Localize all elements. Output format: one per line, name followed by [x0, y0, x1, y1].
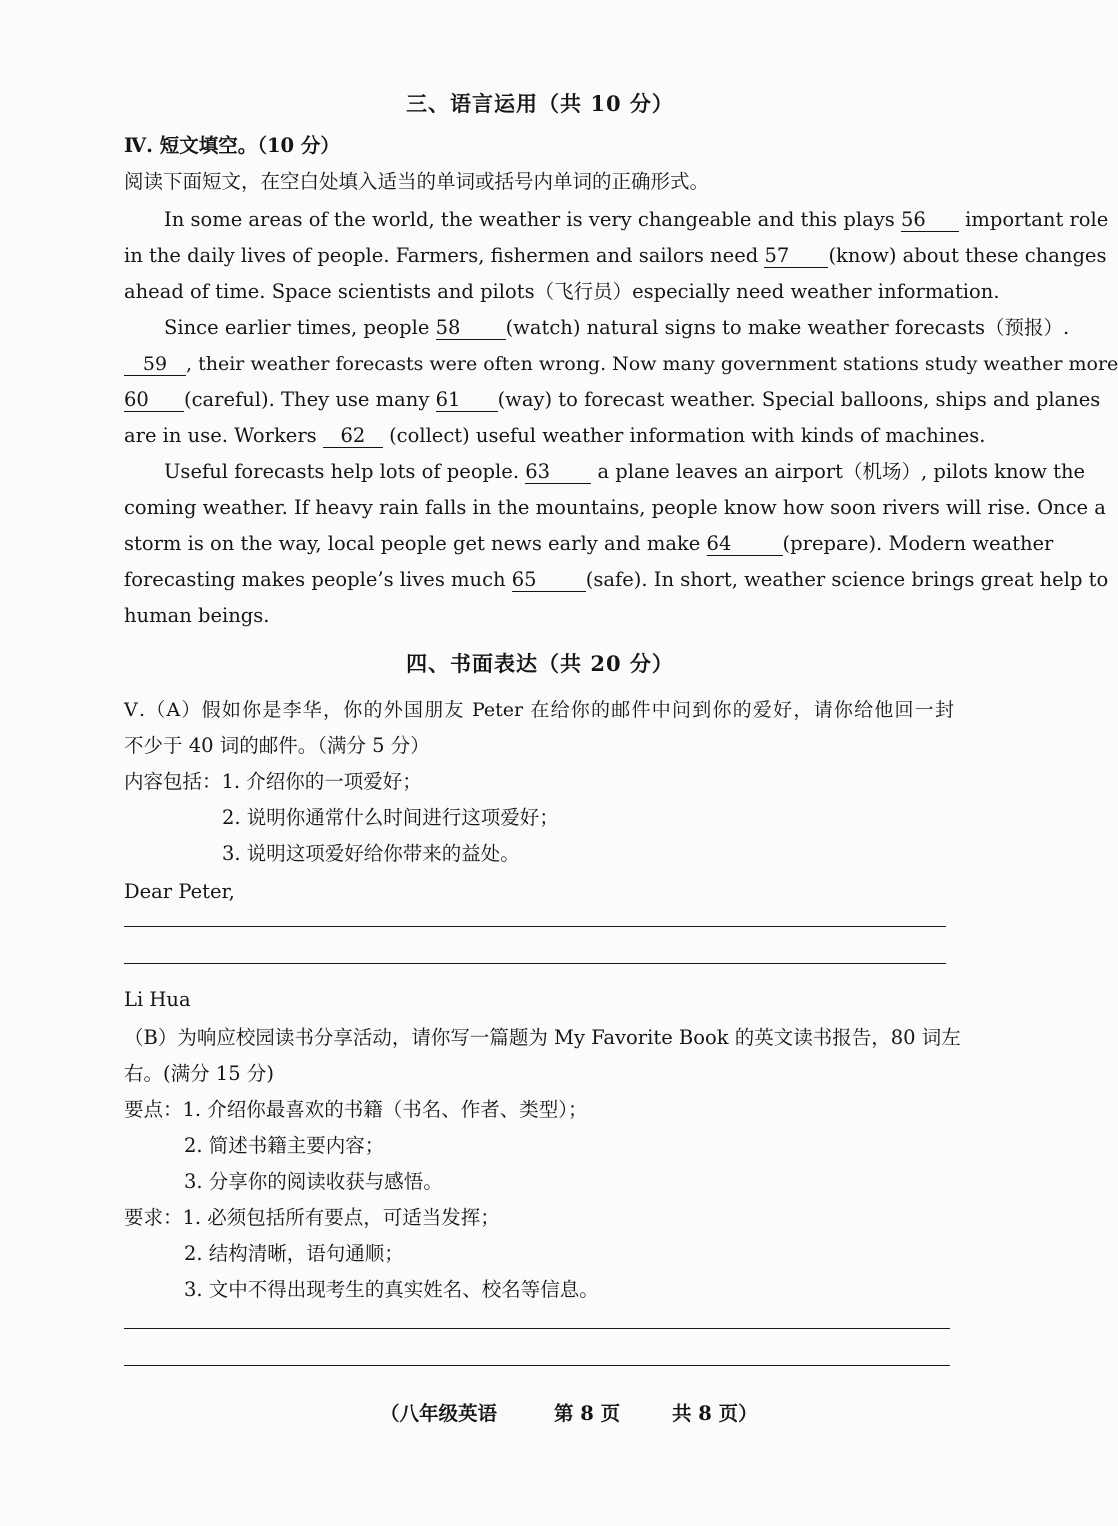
letter-greeting: Dear Peter,: [124, 880, 235, 903]
part-b-line-2: 右。(满分 15 分): [124, 1062, 274, 1085]
blank-62: 62: [323, 425, 383, 448]
p3-line-5: human beings.: [124, 604, 270, 627]
blank-61: 61: [436, 389, 498, 412]
blank-56: 56: [901, 209, 959, 232]
part-b-key-3: 3. 分享你的阅读收获与感悟。: [184, 1170, 443, 1193]
p3-line-2: coming weather. If heavy rain falls in the mountains, people know how soon rivers will rise. Once a: [124, 496, 1106, 519]
blank-58: 58: [436, 317, 506, 340]
writing-line: [124, 963, 946, 964]
writing-line: [124, 1365, 950, 1366]
part-b-key-1: 要点：1. 介绍你最喜欢的书籍（书名、作者、类型）；: [124, 1098, 588, 1121]
part-b-line-1: （B）为响应校园读书分享活动，请你写一篇题为 My Favorite Book 的英文读书报告，80 词左: [124, 1026, 961, 1049]
blank-63: 63: [525, 461, 591, 484]
writing-line: [124, 1328, 950, 1329]
part-b-req-2: 2. 结构清晰，语句通顺；: [184, 1242, 404, 1265]
part-4-heading: Ⅳ. 短文填空。（10 分）: [124, 134, 340, 157]
footer-total: 共 8 页）: [672, 1402, 758, 1425]
blank-65: 65: [512, 569, 586, 592]
footer-subject: （八年级英语: [380, 1402, 498, 1425]
letter-signature: Li Hua: [124, 988, 191, 1011]
part-b-req-1: 要求：1. 必须包括所有要点，可适当发挥；: [124, 1206, 500, 1229]
part-a-line-1: Ⅴ.（A）假如你是李华，你的外国朋友 Peter 在给你的邮件中问到你的爱好，请你给他回一封: [124, 699, 954, 721]
page-footer: [0, 1396, 1080, 1432]
p2-line-2: 59 , their weather forecasts were often wrong. Now many government stations study weather more: [124, 346, 954, 382]
part-4-instruction: 阅读下面短文，在空白处填入适当的单词或括号内单词的正确形式。: [124, 170, 710, 193]
writing-line: [124, 926, 946, 927]
p2-line-4: are in use. Workers 62 (collect) useful weather information with kinds of machines.: [124, 424, 986, 447]
p1-line-1: In some areas of the world, the weather is very changeable and this plays 56 important role: [164, 208, 1109, 231]
blank-64: 64: [707, 533, 783, 556]
part-a-points-3: 3. 说明这项爱好给你带来的益处。: [222, 842, 520, 865]
p2-line-3: 60 (careful). They use many 61 (way) to forecast weather. Special balloons, ships and planes: [124, 388, 1101, 411]
p3-line-4: forecasting makes people’s lives much 65 (safe). In short, weather science brings great help to: [124, 568, 1109, 591]
blank-60: 60: [124, 389, 184, 412]
blank-59: 59: [124, 353, 186, 376]
section-4-title: 四、书面表达（共 20 分）: [406, 651, 674, 676]
footer-page: 第 8 页: [554, 1402, 621, 1425]
part-a-points-2: 2. 说明你通常什么时间进行这项爱好；: [222, 806, 559, 829]
part-a-line-2: 不少于 40 词的邮件。（满分 5 分）: [124, 734, 430, 757]
part-b-key-2: 2. 简述书籍主要内容；: [184, 1134, 385, 1157]
part-a-points-1: 内容包括：1. 介绍你的一项爱好；: [124, 770, 422, 793]
p1-line-2: in the daily lives of people. Farmers, fishermen and sailors need 57 (know) about these changes: [124, 244, 1107, 267]
blank-57: 57: [764, 245, 828, 268]
part-b-req-3: 3. 文中不得出现考生的真实姓名、校名等信息。: [184, 1278, 599, 1301]
p1-line-3: ahead of time. Space scientists and pilots（飞行员）especially need weather information.: [124, 280, 1000, 303]
p2-line-1: Since earlier times, people 58 (watch) natural signs to make weather forecasts（预报）.: [164, 316, 1070, 339]
p3-line-1: Useful forecasts help lots of people. 63 a plane leaves an airport（机场）, pilots know the: [164, 460, 1086, 483]
section-3-title: 三、语言运用（共 10 分）: [406, 91, 674, 116]
p3-line-3: storm is on the way, local people get news early and make 64 (prepare). Modern weather: [124, 532, 1054, 555]
